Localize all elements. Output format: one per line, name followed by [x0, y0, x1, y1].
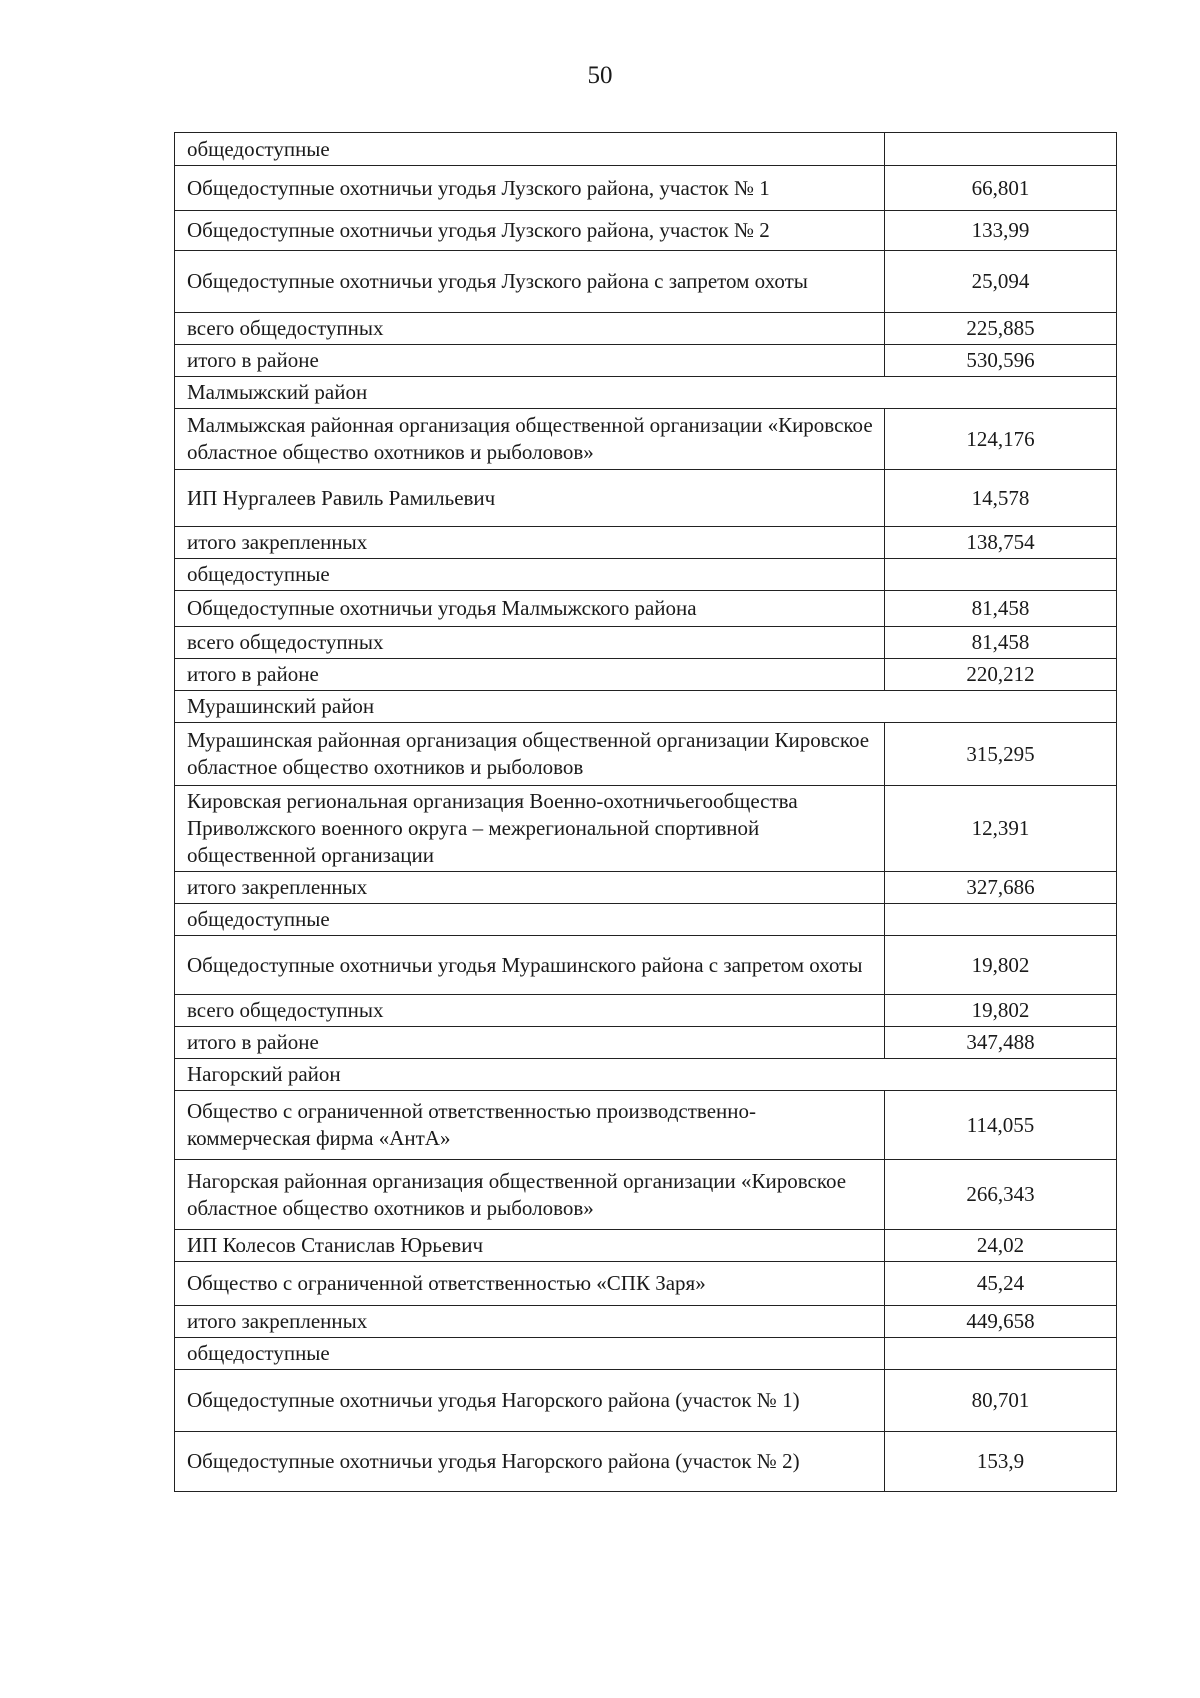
area-value: 19,802: [885, 995, 1117, 1027]
area-value: 266,343: [885, 1160, 1117, 1230]
row-label: итого закрепленных: [175, 527, 885, 559]
area-value: 24,02: [885, 1230, 1117, 1262]
table-row: [175, 1432, 1117, 1492]
row-label: Общедоступные охотничьи угодья Лузского района, участок № 2: [175, 211, 885, 251]
row-label: общедоступные: [175, 133, 885, 166]
row-label: ИП Нургалеев Равиль Рамильевич: [175, 470, 885, 527]
page-number: 50: [587, 62, 613, 89]
area-value: 133,99: [885, 211, 1117, 251]
area-value: 114,055: [885, 1091, 1117, 1160]
district-name: Нагорский район: [175, 1059, 1117, 1091]
table-row: [175, 470, 1117, 527]
table-row: [175, 904, 1117, 936]
table-row: [175, 1306, 1117, 1338]
row-label: Общедоступные охотничьи угодья Нагорского района (участок № 1): [175, 1370, 885, 1432]
table-row: [175, 1027, 1117, 1059]
row-label: Мурашинская районная организация общественной организации Кировское областное общество охотников и рыболовов: [175, 723, 885, 786]
table-row: [175, 591, 1117, 627]
table-row: [175, 1262, 1117, 1306]
area-value: 530,596: [885, 345, 1117, 377]
table-row: [175, 345, 1117, 377]
area-value: 25,094: [885, 251, 1117, 313]
table-row: [175, 995, 1117, 1027]
area-value: 81,458: [885, 591, 1117, 627]
area-value: 66,801: [885, 166, 1117, 211]
row-label: всего общедоступных: [175, 995, 885, 1027]
table-row: [175, 786, 1117, 872]
area-value: [885, 133, 1117, 166]
row-label: Общество с ограниченной ответственностью производственно-коммерческая фирма «АнтА»: [175, 1091, 885, 1160]
row-label: всего общедоступных: [175, 627, 885, 659]
row-label: итого закрепленных: [175, 872, 885, 904]
row-label: Общедоступные охотничьи угодья Мурашинского района с запретом охоты: [175, 936, 885, 995]
area-value: 449,658: [885, 1306, 1117, 1338]
row-label: Нагорская районная организация общественной организации «Кировское областное общество охотников и рыболовов»: [175, 1160, 885, 1230]
area-value: 225,885: [885, 313, 1117, 345]
table-row: [175, 133, 1117, 166]
area-value: [885, 1338, 1117, 1370]
table-row: [175, 1160, 1117, 1230]
table-row: [175, 527, 1117, 559]
district-header-row: [175, 377, 1117, 409]
table-row: [175, 1230, 1117, 1262]
area-value: 81,458: [885, 627, 1117, 659]
row-label: итого в районе: [175, 659, 885, 691]
row-label: всего общедоступных: [175, 313, 885, 345]
area-value: [885, 904, 1117, 936]
table-row: [175, 409, 1117, 470]
area-value: 347,488: [885, 1027, 1117, 1059]
area-value: 315,295: [885, 723, 1117, 786]
row-label: итого в районе: [175, 1027, 885, 1059]
row-label: итого закрепленных: [175, 1306, 885, 1338]
row-label: Общедоступные охотничьи угодья Лузского района, участок № 1: [175, 166, 885, 211]
row-label: ИП Колесов Станислав Юрьевич: [175, 1230, 885, 1262]
area-value: 327,686: [885, 872, 1117, 904]
row-label: общедоступные: [175, 1338, 885, 1370]
row-label: общедоступные: [175, 904, 885, 936]
table-row: [175, 211, 1117, 251]
area-value: 138,754: [885, 527, 1117, 559]
table-row: [175, 1338, 1117, 1370]
table-row: [175, 559, 1117, 591]
area-value: 19,802: [885, 936, 1117, 995]
row-label: итого в районе: [175, 345, 885, 377]
table-row: [175, 872, 1117, 904]
row-label: Кировская региональная организация Военно-охотничьегообщества Приволжского военного округа – межрегиональной спортивной общественной организации: [175, 786, 885, 872]
table-row: [175, 166, 1117, 211]
table-row: [175, 313, 1117, 345]
area-value: 124,176: [885, 409, 1117, 470]
area-value: 45,24: [885, 1262, 1117, 1306]
table-body: [175, 133, 1117, 1492]
district-header-row: [175, 1059, 1117, 1091]
table-row: [175, 1370, 1117, 1432]
table-row: [175, 936, 1117, 995]
row-label: Общедоступные охотничьи угодья Нагорского района (участок № 2): [175, 1432, 885, 1492]
row-label: общедоступные: [175, 559, 885, 591]
table-row: [175, 627, 1117, 659]
area-value: 220,212: [885, 659, 1117, 691]
district-header-row: [175, 691, 1117, 723]
row-label: Общедоступные охотничьи угодья Лузского района с запретом охоты: [175, 251, 885, 313]
hunting-grounds-table: [174, 132, 1117, 1492]
row-label: Общество с ограниченной ответственностью «СПК Заря»: [175, 1262, 885, 1306]
area-value: [885, 559, 1117, 591]
area-value: 80,701: [885, 1370, 1117, 1432]
table-row: [175, 1091, 1117, 1160]
row-label: Малмыжская районная организация общественной организации «Кировское областное общество охотников и рыболовов»: [175, 409, 885, 470]
row-label: Общедоступные охотничьи угодья Малмыжского района: [175, 591, 885, 627]
table-row: [175, 251, 1117, 313]
area-value: 12,391: [885, 786, 1117, 872]
district-name: Мурашинский район: [175, 691, 1117, 723]
area-value: 14,578: [885, 470, 1117, 527]
area-value: 153,9: [885, 1432, 1117, 1492]
table-row: [175, 659, 1117, 691]
district-name: Малмыжский район: [175, 377, 1117, 409]
table-row: [175, 723, 1117, 786]
